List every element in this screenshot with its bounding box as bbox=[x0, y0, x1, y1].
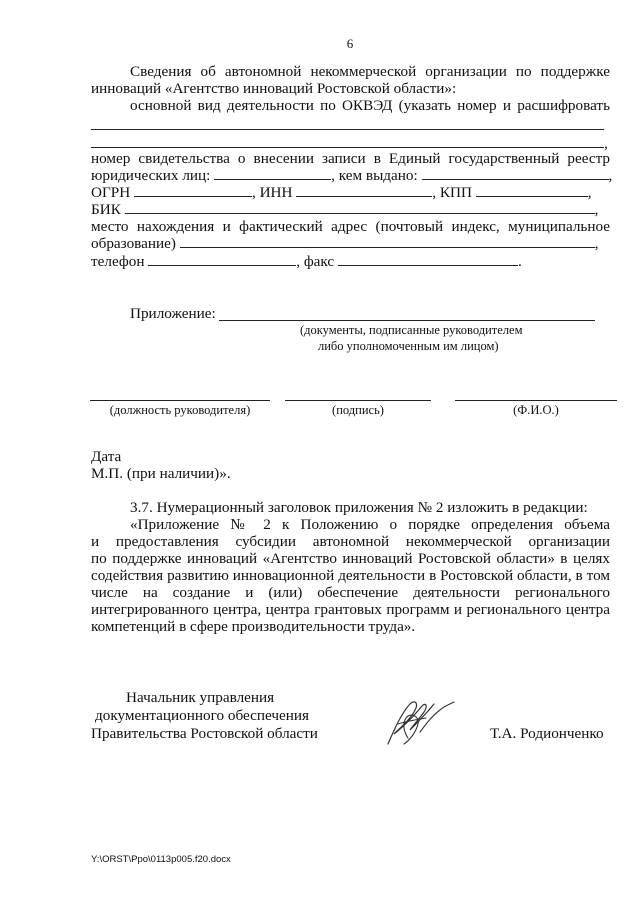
line-8-comma: , bbox=[594, 201, 599, 218]
item-3-7-line-8: компетенций в сфере производительности труда». bbox=[91, 618, 416, 635]
legal-entities-label: юридических лиц: bbox=[91, 167, 211, 184]
section-a-line-11 bbox=[91, 253, 522, 271]
section-a-line-5: номер свидетельства о внесении записи в Единый государственный реестр bbox=[91, 150, 610, 167]
kpp-label: , КПП bbox=[432, 184, 472, 201]
section-a-line-6 bbox=[91, 167, 612, 185]
item-3-7-line-4: по поддержке инноваций «Агентство инноваций Ростовской области» в целях bbox=[91, 550, 610, 567]
footer-file-path: Y:\ORST\Ppo\0113p005.f20.docx bbox=[91, 854, 231, 865]
appendix-label: Приложение: bbox=[130, 305, 216, 322]
ogrn-field[interactable] bbox=[134, 184, 252, 197]
section-a-line-7 bbox=[91, 184, 592, 202]
appendix-hint-1: (документы, подписанные руководителем bbox=[300, 323, 523, 337]
item-3-7-line-2: «Приложение № 2 к Положению о порядке определения объема bbox=[130, 516, 610, 533]
signatory-name: Т.А. Родионченко bbox=[490, 725, 604, 742]
certificate-number-field[interactable] bbox=[214, 167, 331, 180]
section-a-line-10 bbox=[91, 235, 599, 253]
issued-by-field[interactable] bbox=[422, 167, 609, 180]
blank-line-okved-1[interactable] bbox=[91, 129, 604, 130]
item-3-7-line-7: интегрированного центра, центра грантовых программ и регионального центра bbox=[91, 601, 610, 618]
signature-caption: (подпись) bbox=[332, 403, 384, 417]
section-a-line-9: место нахождения и фактический адрес (почтовый индекс, муниципальное bbox=[91, 218, 610, 235]
item-3-7-line-1: 3.7. Нумерационный заголовок приложения № 2 изложить в редакции: bbox=[130, 499, 588, 516]
section-a-line-8 bbox=[91, 201, 598, 219]
full-name-caption: (Ф.И.О.) bbox=[513, 403, 559, 417]
signatory-title-2: документационного обеспечения bbox=[95, 707, 309, 724]
position-caption: (должность руководителя) bbox=[109, 403, 251, 417]
section-a-line-3: основной вид деятельности по ОКВЭД (указать номер и расшифровать bbox=[130, 97, 610, 114]
line-11-period: . bbox=[517, 253, 522, 270]
page-number: 6 bbox=[346, 36, 354, 51]
issued-by-label: , кем выдано: bbox=[331, 167, 418, 184]
full-name-field[interactable] bbox=[455, 400, 617, 401]
line-6-comma: , bbox=[608, 167, 613, 184]
bik-label: БИК bbox=[91, 201, 121, 218]
fax-field[interactable] bbox=[338, 253, 518, 266]
line-10-comma: , bbox=[594, 235, 599, 252]
section-a-line-1: Сведения об автономной некоммерческой организации по поддержке bbox=[130, 63, 610, 80]
stamp-label: М.П. (при наличии)». bbox=[91, 465, 231, 482]
okved-comma: , bbox=[604, 135, 608, 152]
appendix-hint-2: либо уполномоченным им лицом) bbox=[318, 339, 499, 353]
handwritten-signature bbox=[380, 694, 460, 750]
phone-field[interactable] bbox=[148, 253, 296, 266]
inn-field[interactable] bbox=[296, 184, 432, 197]
bik-field[interactable] bbox=[125, 201, 595, 214]
appendix-field[interactable] bbox=[219, 320, 595, 321]
item-3-7-line-3: и предоставления субсидии автономной некоммерческой организации bbox=[91, 533, 610, 550]
inn-label: , ИНН bbox=[251, 184, 293, 201]
signature-field[interactable] bbox=[285, 400, 431, 401]
date-label: Дата bbox=[91, 448, 122, 465]
fax-label: , факс bbox=[296, 253, 335, 270]
signatory-title-3: Правительства Ростовской области bbox=[91, 725, 318, 742]
position-field[interactable] bbox=[90, 400, 270, 401]
line-7-comma: , bbox=[587, 184, 592, 201]
signatory-title-1: Начальник управления bbox=[126, 689, 275, 706]
ogrn-label: ОГРН bbox=[91, 184, 131, 201]
section-a-line-2: инноваций «Агентство инноваций Ростовской области»: bbox=[91, 80, 457, 97]
item-3-7-line-5: содействия развитию инновационной деятельности в Ростовской области, в том bbox=[91, 567, 610, 584]
blank-line-okved-2[interactable] bbox=[91, 147, 604, 148]
phone-label: телефон bbox=[91, 253, 145, 270]
item-3-7-line-6: числе на создание и (или) обеспечение деятельности регионального bbox=[91, 584, 610, 601]
municipality-label: образование) bbox=[91, 235, 176, 252]
address-field[interactable] bbox=[180, 235, 595, 248]
kpp-field[interactable] bbox=[476, 184, 588, 197]
